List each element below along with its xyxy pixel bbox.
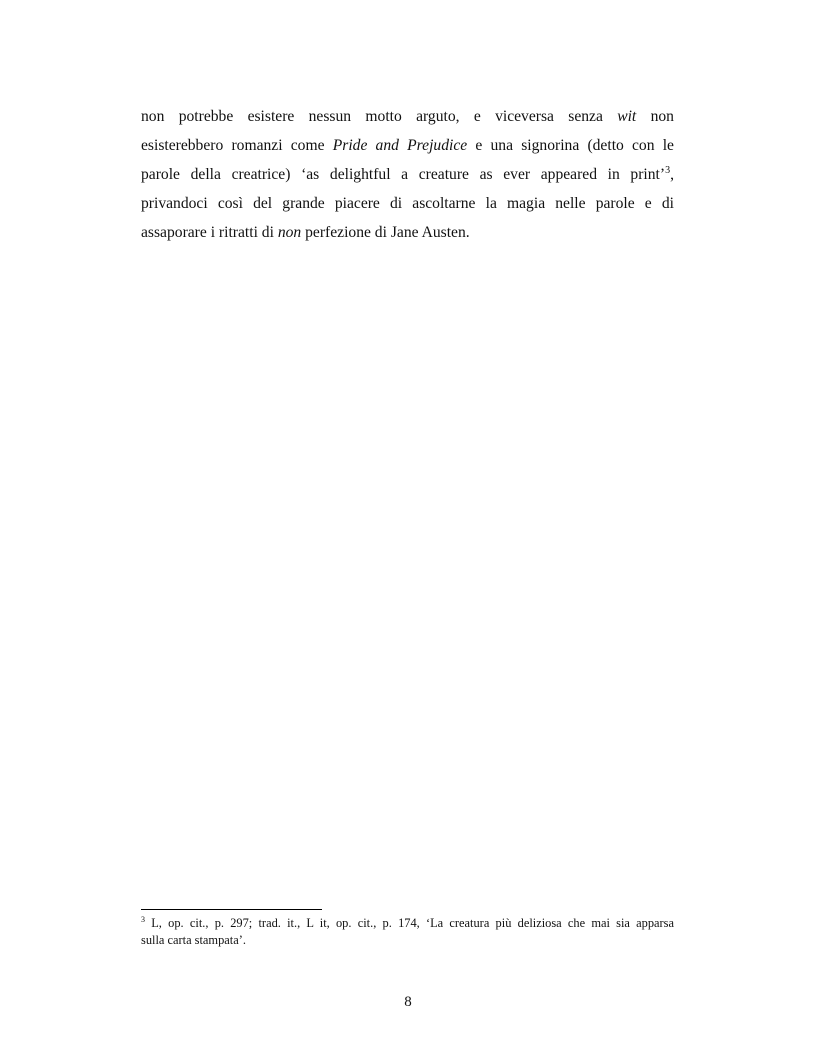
- text-run: esisterebbero romanzi come: [141, 137, 333, 154]
- footnote-reference: 3: [665, 165, 671, 176]
- body-line: privandoci così del grande piacere di ascoltarne la magia nelle parole e di: [141, 195, 674, 212]
- body-line: [141, 102, 674, 131]
- italic-title: Pride and Prejudice: [332, 137, 468, 154]
- text-run: assaporare i ritratti di: [141, 224, 278, 241]
- italic-term: non: [277, 224, 302, 241]
- footnote-text: L, op. cit., p. 297; trad. it., L it, op. cit., p. 174, ‘La creatura più deliziosa che mai sia apparsa: [145, 916, 674, 930]
- text-run: ,: [670, 166, 674, 183]
- page-number: 8: [404, 994, 412, 1010]
- footnote: [141, 915, 674, 949]
- text-run: non potrebbe esistere nessun motto arguto, e viceversa senza: [141, 108, 618, 125]
- footnote-line: [141, 915, 674, 932]
- italic-term: wit: [617, 108, 637, 125]
- body-line: [141, 160, 674, 189]
- text-run: parole della creatrice) ‘as delightful a creature as ever appeared in print’: [141, 166, 666, 183]
- text-run: e una signorina (detto con le: [467, 137, 674, 154]
- body-line: [141, 131, 674, 160]
- footnote-marker: 3: [141, 915, 145, 924]
- footnote-line: sulla carta stampata’.: [141, 933, 246, 947]
- footnote-separator: [141, 909, 322, 910]
- body-text: [141, 102, 674, 247]
- text-run: perfezione di Jane Austen.: [301, 224, 470, 241]
- text-run: non: [636, 108, 674, 125]
- body-line: [141, 218, 674, 247]
